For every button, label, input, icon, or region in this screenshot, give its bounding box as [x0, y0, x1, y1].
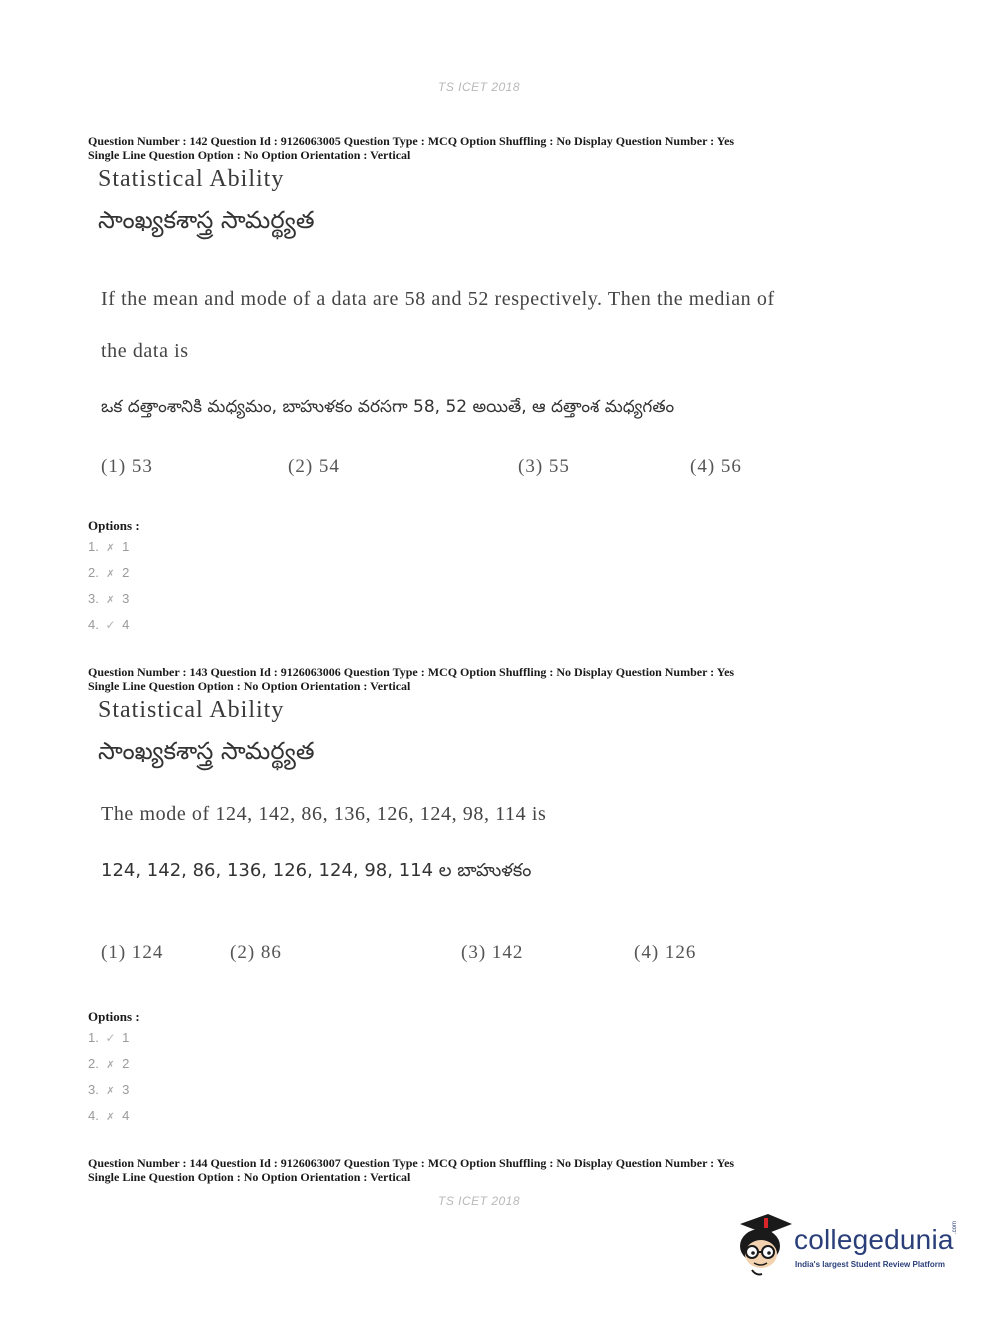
- checkmark-icon: ✓: [105, 618, 116, 632]
- option-number: 3.: [88, 1082, 99, 1097]
- cross-icon: ✗: [106, 1086, 115, 1097]
- option-number: 3.: [88, 591, 99, 606]
- option-number: 2.: [88, 565, 99, 580]
- section-title-en: Statistical Ability: [98, 166, 285, 192]
- question-meta-142: [88, 134, 734, 162]
- section-title-te: సాంఖ్యకశాస్త్ర సామర్థ్యత: [98, 737, 315, 765]
- choice-1: (1) 53: [101, 456, 153, 477]
- options-list: [88, 1030, 129, 1134]
- option-row: [88, 617, 129, 643]
- logo-wordmark: collegedunia: [794, 1224, 954, 1255]
- meta-line-2: Single Line Question Option : No Option Orientation : Vertical: [88, 679, 411, 693]
- option-value: 3: [122, 591, 130, 606]
- cross-icon: ✗: [106, 1112, 115, 1123]
- meta-line-1: Question Number : 143 Question Id : 9126063006 Question Type : MCQ Option Shuffling : No Display Question Number : Yes: [88, 665, 735, 679]
- options-label: Options :: [88, 1009, 140, 1024]
- option-number: 4.: [88, 617, 99, 632]
- meta-line-2: Single Line Question Option : No Option Orientation : Vertical: [88, 1170, 411, 1184]
- cross-icon: ✗: [106, 543, 115, 554]
- option-row: [88, 1108, 129, 1134]
- option-value: 2: [122, 1056, 130, 1071]
- option-value: 3: [122, 1082, 130, 1097]
- question-meta-143: [88, 665, 734, 693]
- watermark-top: TS ICET 2018: [438, 80, 521, 94]
- watermark-bottom: TS ICET 2018: [438, 1194, 521, 1208]
- cross-icon: ✗: [106, 1060, 115, 1071]
- section-title-en: Statistical Ability: [98, 697, 285, 723]
- choice-4: (4) 56: [690, 456, 742, 477]
- cross-icon: ✗: [106, 569, 115, 580]
- options-list: [88, 539, 129, 643]
- checkmark-icon: ✓: [105, 1031, 116, 1045]
- question-text-en: The mode of 124, 142, 86, 136, 126, 124, 98, 114 is: [101, 803, 547, 825]
- options-label: Options :: [88, 518, 140, 533]
- option-value: 4: [122, 1108, 130, 1123]
- cross-icon: ✗: [106, 595, 115, 606]
- logo-tagline: India's largest Student Review Platform: [795, 1260, 945, 1269]
- meta-line-1: Question Number : 144 Question Id : 9126063007 Question Type : MCQ Option Shuffling : No Display Question Number : Yes: [88, 1156, 735, 1170]
- logo-suffix: .com: [952, 1220, 958, 1234]
- option-value: 4: [122, 617, 130, 632]
- question-text-te: 124, 142, 86, 136, 126, 124, 98, 114 ల బాహుళకం: [101, 860, 532, 881]
- choice-3: (3) 55: [518, 456, 570, 477]
- meta-line-2: Single Line Question Option : No Option Orientation : Vertical: [88, 148, 411, 162]
- option-row: [88, 591, 129, 617]
- choice-2: (2) 54: [288, 456, 340, 477]
- question-text-en: If the mean and mode of a data are 58 and 52 respectively. Then the median of: [101, 288, 775, 310]
- meta-line-1: Question Number : 142 Question Id : 9126063005 Question Type : MCQ Option Shuffling : No Display Question Number : Yes: [88, 134, 735, 148]
- collegedunia-logo: [734, 1210, 964, 1282]
- option-value: 2: [122, 565, 130, 580]
- option-number: 1.: [88, 539, 99, 554]
- option-row: [88, 539, 129, 565]
- choice-4: (4) 126: [634, 942, 697, 963]
- option-value: 1: [122, 539, 130, 554]
- option-row: [88, 1056, 129, 1082]
- question-text-te: ఒక దత్తాంశానికి మధ్యమం, బాహుళకం వరసగా 58, 52 అయితే, ఆ దత్తాంశ మధ్యగతం: [101, 397, 675, 417]
- option-number: 1.: [88, 1030, 99, 1045]
- section-title-te: సాంఖ్యకశాస్త్ర సామర్థ్యత: [98, 206, 315, 234]
- choice-2: (2) 86: [230, 942, 282, 963]
- option-number: 4.: [88, 1108, 99, 1123]
- question-text-en-cont: the data is: [101, 340, 189, 362]
- option-row: [88, 565, 129, 591]
- question-meta-144: [88, 1156, 734, 1184]
- option-value: 1: [122, 1030, 130, 1045]
- mascot-icon: [734, 1210, 794, 1280]
- option-row: [88, 1030, 129, 1056]
- option-row: [88, 1082, 129, 1108]
- choice-1: (1) 124: [101, 942, 164, 963]
- option-number: 2.: [88, 1056, 99, 1071]
- choice-3: (3) 142: [461, 942, 524, 963]
